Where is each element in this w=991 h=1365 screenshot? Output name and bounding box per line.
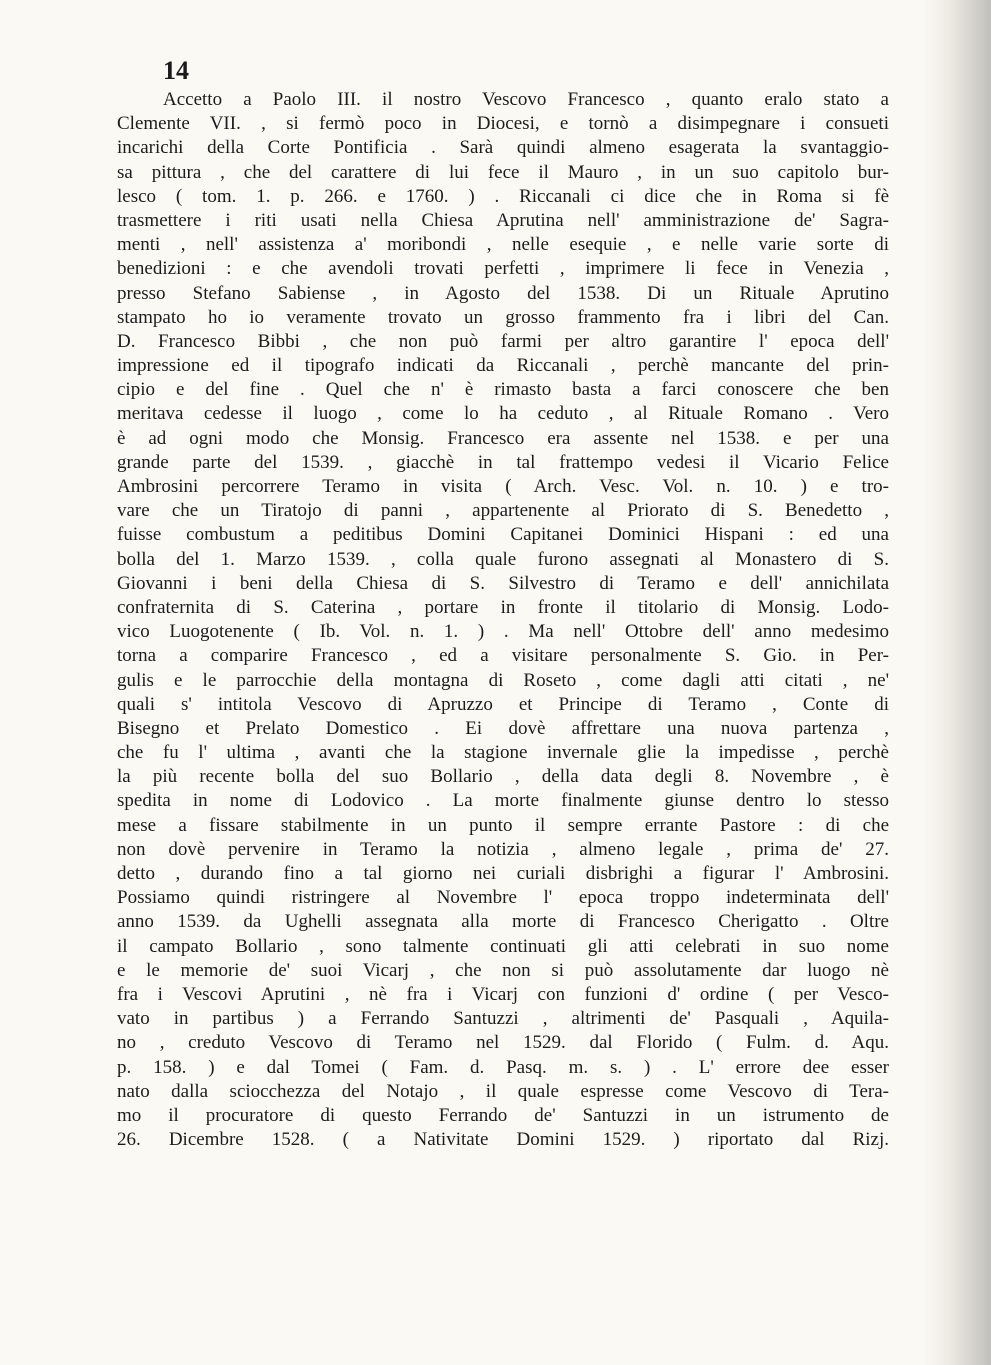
- text-line: Ambrosini percorrere Teramo in visita ( Arch. Vesc. Vol. n. 10. ) e tro-: [117, 476, 889, 497]
- text-line: p. 158. ) e dal Tomei ( Fam. d. Pasq. m. s. ) . L' errore dee esser: [117, 1056, 889, 1078]
- text-line: e le memorie de' suoi Vicarj , che non si può assolutamente dar luogo nè: [117, 959, 889, 981]
- text-line: torna a comparire Francesco , ed a visitare personalmente S. Gio. in Per-: [117, 645, 889, 667]
- text-line: che fu l' ultima , avanti che la stagione invernale glie la impedisse , perchè: [117, 742, 889, 764]
- text-line: è ad ogni modo che Monsig. Francesco era assente nel 1538. e per una: [117, 427, 889, 449]
- text-line: Giovanni i beni della Chiesa di S. Silvestro di Teramo e dell' annichilata: [117, 572, 889, 594]
- text-line: anno 1539. da Ughelli assegnata alla morte di Francesco Cherigatto . Oltre: [117, 911, 889, 933]
- text-line: benedizioni : e che avendoli trovati perfetti , imprimere li fece in Venezia ,: [117, 258, 889, 280]
- text-line: Possiamo quindi ristringere al Novembre l' epoca troppo indeterminata dell': [117, 887, 889, 909]
- text-line: cipio e del fine . Quel che n' è rimasto basta a farci conoscere che ben: [117, 379, 889, 401]
- text-line: sa pittura , che del carattere di lui fece il Mauro , in un suo capitolo bur-: [117, 161, 889, 183]
- text-line: stampato ho io veramente trovato un grosso frammento fra i libri del Can.: [117, 306, 889, 328]
- text-line: incarichi della Corte Pontificia . Sarà quindi almeno esagerata la svantaggio-: [117, 137, 889, 159]
- text-line: il campato Bollario , sono talmente continuati gli atti celebrati in suo nome: [117, 935, 889, 957]
- text-line: mo il procuratore di questo Ferrando de' Santuzzi in un istrumento de: [117, 1104, 889, 1126]
- text-line: impressione ed il tipografo indicati da Riccanali , perchè mancante del prin-: [117, 355, 889, 377]
- text-line: nato dalla sciocchezza del Notajo , il quale espresse come Vescovo di Tera-: [117, 1080, 889, 1102]
- text-line: menti , nell' assistenza a' moribondi , nelle esequie , e nelle varie sorte di: [117, 234, 889, 256]
- body-text: [117, 88, 889, 1152]
- text-line: presso Stefano Sabiense , in Agosto del 1538. Di un Rituale Aprutino: [117, 282, 889, 304]
- text-line: bolla del 1. Marzo 1539. , colla quale furono assegnati al Monastero di S.: [117, 548, 889, 570]
- text-line: quali s' intitola Vescovo di Apruzzo et Principe di Teramo , Conte di: [117, 693, 889, 715]
- text-line: Accetto a Paolo III. il nostro Vescovo Francesco , quanto eralo stato a: [163, 89, 889, 110]
- text-line: grande parte del 1539. , giacchè in tal frattempo vedesi il Vicario Felice: [117, 451, 889, 473]
- text-line: gulis e le parrocchie della montagna di Roseto , come dagli atti citati , ne': [117, 669, 889, 691]
- text-line: mese a fissare stabilmente in un punto il sempre errante Pastore : di che: [117, 814, 889, 836]
- text-line: confraternita di S. Caterina , portare in fronte il titolario di Monsig. Lodo-: [117, 596, 889, 618]
- page-number: 14: [163, 56, 189, 85]
- text-line: vato in partibus ) a Ferrando Santuzzi , altrimenti de' Pasquali , Aquila-: [117, 1008, 889, 1030]
- text-line: Clemente VII. , si fermò poco in Diocesi, e tornò a disimpegnare i consueti: [117, 113, 889, 135]
- text-line: 26. Dicembre 1528. ( a Nativitate Domini 1529. ) riportato dal Rizj.: [117, 1129, 889, 1151]
- text-line: vico Luogotenente ( Ib. Vol. n. 1. ) . Ma nell' Ottobre dell' anno medesimo: [117, 621, 889, 643]
- text-line: non dovè pervenire in Teramo la notizia , almeno legale , prima de' 27.: [117, 838, 889, 860]
- text-line: la più recente bolla del suo Bollario , della data degli 8. Novembre , è: [117, 766, 889, 788]
- text-line: vare che un Tiratojo di panni , appartenente al Priorato di S. Benedetto ,: [117, 500, 889, 522]
- text-line: fuisse combustum a peditibus Domini Capitanei Dominici Hispani : ed una: [117, 524, 889, 546]
- text-line: meritava cedesse il luogo , come lo ha ceduto , al Rituale Romano . Vero: [117, 403, 889, 425]
- text-line: spedita in nome di Lodovico . La morte finalmente giunse dentro lo stesso: [117, 790, 889, 812]
- text-line: lesco ( tom. 1. p. 266. e 1760. ) . Riccanali ci dice che in Roma si fè: [117, 185, 889, 207]
- text-line: detto , durando fino a tal giorno nei curiali disbrighi a figurar l' Ambrosini.: [117, 863, 889, 884]
- text-line: fra i Vescovi Aprutini , nè fra i Vicarj con funzioni d' ordine ( per Vesco-: [117, 983, 889, 1005]
- text-line: D. Francesco Bibbi , che non può farmi per altro garantire l' epoca dell': [117, 330, 889, 352]
- text-line: no , creduto Vescovo di Teramo nel 1529. dal Florido ( Fulm. d. Aqu.: [117, 1032, 889, 1054]
- page-edge-shadow: [923, 0, 991, 1365]
- text-line: trasmettere i riti usati nella Chiesa Aprutina nell' amministrazione de' Sagra-: [117, 209, 889, 231]
- text-line: Bisegno et Prelato Domestico . Ei dovè affrettare una nuova partenza ,: [117, 717, 889, 739]
